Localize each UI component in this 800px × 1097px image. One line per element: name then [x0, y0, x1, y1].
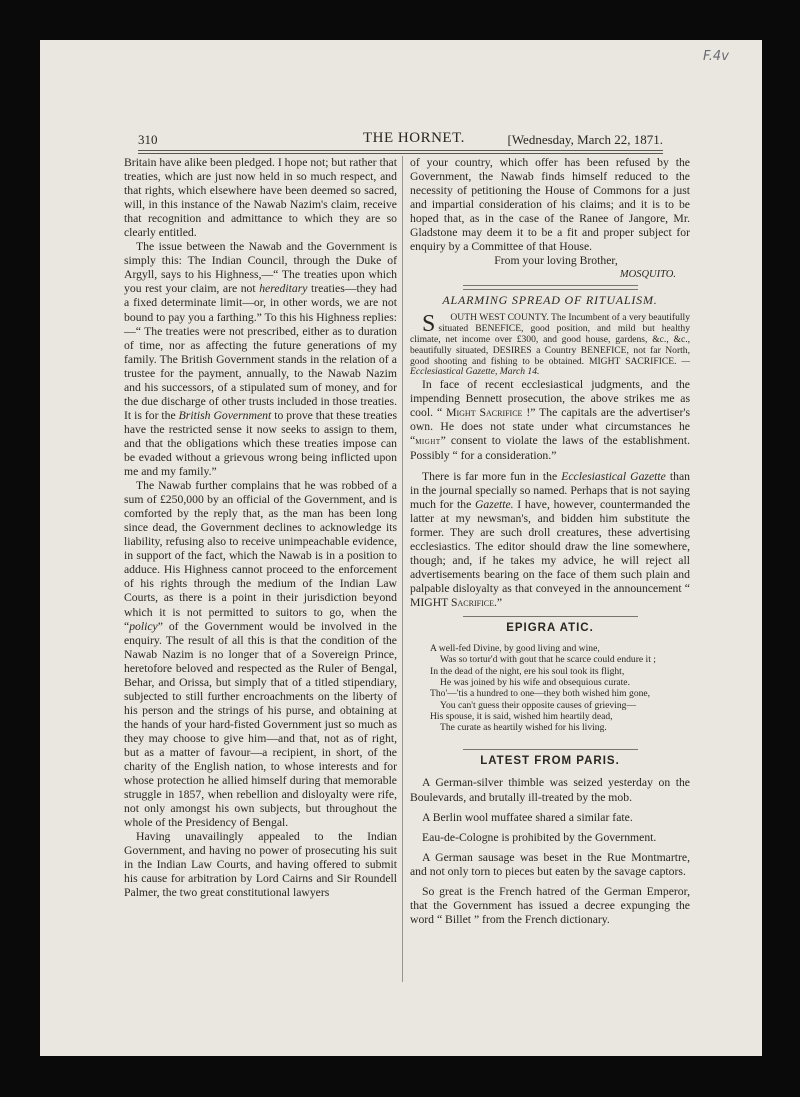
poem-line: In the dead of the night, ere his soul took its flight,: [430, 665, 625, 677]
paragraph: Britain have alike been pledged. I hope not; but rather that treaties, which are just now held in so much respect, and that rights, which elsewhere have been deemed so sacred, will, in this instance of the Nawab Nazim's claim, receive that recognition and admittance to which they are so clearly entitled.: [124, 156, 397, 240]
masthead-title: THE HORNET.: [363, 130, 465, 146]
paragraph: There is far more fun in the Ecclesiastical Gazette than in the journal specially so named. Perhaps that is not saying much for the Gazette. I have, however, countermanded the latter at my newsman's, and bidden him substitute the former. They are such droll creatures, these advertising ecclesiastics. The editor should draw the line somewhere, though; and, if he takes my advice, he will reject all advertisements bearing on the face of them such plain and palpable disloyalty as that conveyed in the announcement “ MIGHT Sacrifice.”: [410, 469, 691, 609]
news-item: A Berlin wool muffatee shared a similar fate.: [422, 810, 633, 824]
paragraph: The issue between the Nawab and the Government is simply this: The Indian Council, through the Duke of Argyll, says to his Highness,—“ The treaties upon which you rest your claim, are not hereditary treaties—they had a fixed determinate limit—or, in other words, we are not bound to pay you a farthing.” To this his Highness replies:—“ The treaties were not prescribed, either as to duration of time, nor as affecting the future generations of my family. The British Government stands in the relation of a trustee for the payment, annually, to the Nawab Nazim and his successors, of a stipulated sum of money, and for the due discharge of other trusts included in those treaties. It is for the British Government to prove that these treaties have the restricted sense it now seeks to assign to them, and that the obligations which these treaties impose can be evaded without a grievous wrong being inflicted upon me and my family.”: [124, 240, 398, 479]
section-rule: [463, 289, 638, 290]
section-rule: [463, 749, 638, 750]
news-item: A German sausage was beset in the Rue Montmartre, and not only torn to pieces but eaten by the savage captors.: [410, 850, 690, 878]
poem-line: You can't guess their opposite causes of grieving—: [440, 699, 637, 711]
header-rule-double: [138, 153, 663, 154]
poem-line: Tho'—'tis a hundred to one—they both wished him gone,: [430, 688, 651, 700]
header-rule: [138, 150, 663, 151]
poem-line: A well-fed Divine, by good living and wine,: [430, 643, 600, 655]
paragraph: of your country, which offer has been refused by the Government, the Nawab finds himself reduced to the necessity of petitioning the House of Commons for a just and impartial consideration of his claims; and it is to be hoped that, as in the case of the Ranee of Jangore, Mr. Gladstone may deem it to be a fit and proper subject for enquiry by a Committee of that House.: [410, 156, 690, 254]
epigram-poem: [410, 643, 690, 733]
poem-line: Was so tortur'd with gout that he scarce could endure it ;: [440, 654, 656, 666]
newspaper-page: [40, 40, 762, 1056]
letter-signature: MOSQUITO.: [619, 269, 676, 281]
poem-line: He was joined by his wife and obsequious curate.: [440, 676, 630, 688]
letter-closing: From your loving Brother,: [494, 254, 618, 268]
news-item: A German-silver thimble was seized yesterday on the Boulevards, and brutally ill-treated by the mob.: [410, 776, 690, 804]
article-heading-epigram: EPIGRA ATIC.: [506, 622, 594, 634]
left-column: [124, 156, 397, 900]
drop-cap: S: [422, 311, 436, 338]
article-heading-ritualism: ALARMING SPREAD OF RITUALISM.: [442, 293, 658, 308]
section-rule: [463, 616, 638, 617]
column-divider: [402, 156, 403, 982]
paragraph: The Nawab further complains that he was robbed of a sum of £250,000 by an official of the Government, and is comforted by the reply that, as the man has been long since dead, the Government declines to acknowledge its liability, refusing also to receive unimpeachable evidence, in support of the fact, which the Nawab is in a position to adduce. His Highness cannot proceed to the enforcement of his rights through the medium of the Indian Law Courts, as there is a point in their jurisdiction beyond which it is not permitted to suitors to go, when the “policy” of the Government would be involved in the enquiry. The result of all this is that the condition of the Nawab Nazim is no longer that of a Sovereign Prince, heretofore beloved and respected as the Ruler of Bengal, Behar, and Orissa, but simply that of a titled stipendiary, subjected to still further encroachments on the liberty of his person and the strings of his purse, and obtaining at the hands of your hard-fisted Government just so much as they may choose to give him—and that, not as of right, but as a matter of favour—a recipient, in short, of the charity of the English nation, to whose interests and for whose protection he allied himself during that memorable struggle in 1857, when rebellion and disloyalty were rife, not only amongst his own subjects, but throughout the whole of the Presidency of Bengal.: [124, 479, 397, 830]
quoted-advertisement: S OUTH WEST COUNTY. The Incumbent of a very beautifully situated BENEFICE, good position, and mild but healthy climate, net income over £300, and good house, gardens, &c., &c., beautifully situated, DESIRES a Country BENEFICE, not far North, good shooting and fishing to be obtained. MIGHT SACRIFICE. —Ecclesiastical Gazette, March 14.: [410, 311, 690, 378]
poem-line: The curate as heartily wished for his living.: [440, 722, 607, 734]
page-number: 310: [138, 132, 158, 147]
news-item: So great is the French hatred of the German Emperor, that the Government has issued a decree expunging the word “ Billet ” from the French dictionary.: [410, 884, 690, 926]
issue-date: [Wednesday, March 22, 1871.: [507, 132, 663, 147]
section-rule: [463, 285, 638, 286]
paragraph: In face of recent ecclesiastical judgments, and the impending Bennett prosecution, the above strikes me as cool. “ Might Sacrifice !” The capitals are the advertiser's own. He does not state under what circumstances he “might” consent to violate the laws of the establishment. Possibly “ for a consideration.”: [410, 378, 690, 463]
right-column: [410, 156, 690, 933]
article-heading-paris: LATEST FROM PARIS.: [480, 755, 620, 768]
handwritten-folio-annotation: F.4v: [703, 49, 729, 64]
paragraph: Having unavailingly appealed to the Indian Government, and having no power of prosecuting his suit in the Indian Law Courts, and having offered to submit his cause for arbitration by Lord Cairns and Sir Roundell Palmer, the two great constitutional lawyers: [124, 830, 397, 900]
poem-line: His spouse, it is said, wished him heartily dead,: [430, 710, 613, 722]
news-item: Eau-de-Cologne is prohibited by the Government.: [422, 830, 657, 844]
page-header: [138, 128, 663, 150]
